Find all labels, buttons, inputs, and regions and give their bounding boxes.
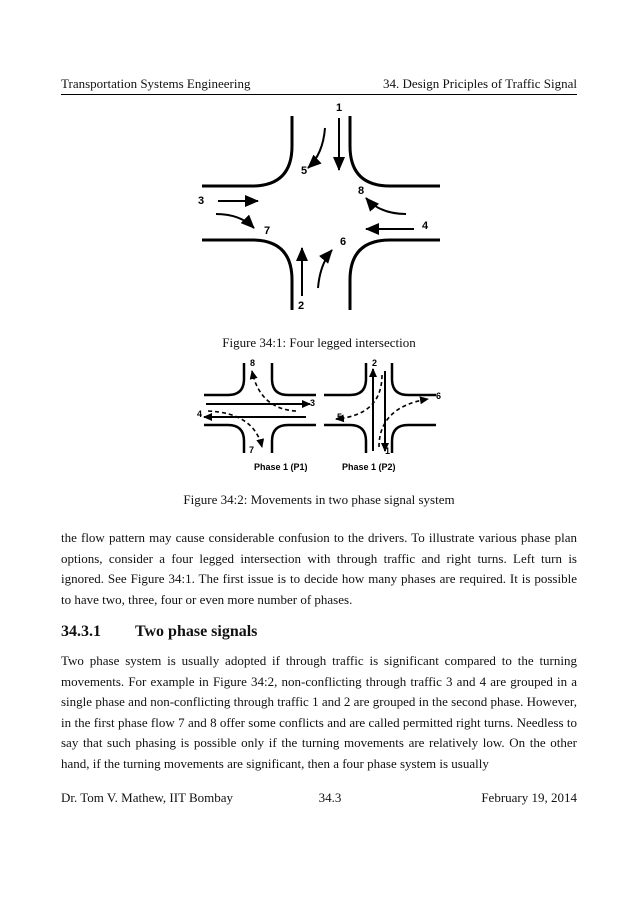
p2-movement-label-1: 1 xyxy=(385,446,391,456)
body-paragraph-2: Two phase system is usually adopted if through traffic is significant compared to the turning movements. For example in Figure 34:2, non-conflicting through traffic 3 and 4 are grouped in a single phase and non-conflicting through traffic 1 and 2 are grouped in the second phase. However, in the first phase flow 7 and 8 offer some conflicts and are called permitted right turns. Needless to say that such phasing is possible only if the turning movements are relatively low. On the other hand, if the turning movements are significant, then a four phase system is usually xyxy=(61,653,577,771)
p1-movement-label-4: 4 xyxy=(197,409,203,419)
body-paragraph-1: the flow pattern may cause considerable confusion to the drivers. To illustrate various phase plan options, consider a four legged intersection with through traffic and right turns. Left turn is ignored. See Figure 34:1. The first issue is to decide how many phases are required. It is possible to have two, three, four or even more number of phases. xyxy=(61,530,577,607)
movement-5-arrow xyxy=(308,128,325,168)
curb-bottom-right xyxy=(350,240,440,310)
figure-two-phase-movements xyxy=(196,357,446,477)
p1-curb-bottom-right xyxy=(272,425,316,453)
p2-movement-5-arrow xyxy=(336,375,382,419)
p2-curb-bottom-left xyxy=(324,425,366,453)
curb-top-right xyxy=(350,116,440,186)
phase-1-p1-label: Phase 1 (P1) xyxy=(254,462,308,472)
footer-page-number: 34.3 xyxy=(318,790,342,805)
section-number: 34.3.1 xyxy=(61,623,101,640)
movement-label-5: 5 xyxy=(301,165,308,177)
movement-label-4: 4 xyxy=(422,220,429,232)
curb-bottom-left xyxy=(202,240,292,310)
movement-8-arrow xyxy=(366,198,406,214)
p2-movement-label-6: 6 xyxy=(436,391,442,401)
section-heading xyxy=(61,623,257,641)
movement-6-arrow xyxy=(318,250,332,288)
movement-label-2: 2 xyxy=(298,300,305,312)
figure-2-caption: Figure 34:2: Movements in two phase signal system xyxy=(183,492,455,507)
movement-label-8: 8 xyxy=(358,185,365,197)
p2-curb-top-right xyxy=(392,363,436,395)
p1-curb-bottom-left xyxy=(204,425,244,453)
footer-date: February 19, 2014 xyxy=(481,790,577,805)
movement-label-6: 6 xyxy=(340,236,347,248)
footer-author: Dr. Tom V. Mathew, IIT Bombay xyxy=(61,790,234,805)
p2-curb-top-left xyxy=(324,363,366,395)
p2-movement-6-arrow xyxy=(379,399,428,447)
p1-movement-label-8: 8 xyxy=(250,358,256,368)
movement-7-arrow xyxy=(216,214,254,228)
p2-movement-label-2: 2 xyxy=(372,358,378,368)
p1-curb-top-left xyxy=(204,363,244,395)
p2-movement-label-5: 5 xyxy=(337,412,343,422)
p2-curb-bottom-right xyxy=(392,425,436,453)
movement-label-3: 3 xyxy=(198,195,205,207)
header-rule xyxy=(61,94,577,95)
movement-label-7: 7 xyxy=(264,225,271,237)
phase-1-p2-label: Phase 1 (P2) xyxy=(342,462,396,472)
figure-four-legged-intersection xyxy=(180,98,460,318)
p1-movement-label-3: 3 xyxy=(310,398,316,408)
running-header-left: Transportation Systems Engineering xyxy=(61,76,251,91)
running-header-right: 34. Design Priciples of Traffic Signal xyxy=(382,76,577,91)
curb-top-left xyxy=(202,116,292,186)
p1-movement-label-7: 7 xyxy=(249,445,255,455)
p1-curb-top-right xyxy=(272,363,316,395)
movement-label-1: 1 xyxy=(336,102,343,114)
section-title: Two phase signals xyxy=(135,623,258,640)
figure-1-caption: Figure 34:1: Four legged intersection xyxy=(222,335,416,350)
